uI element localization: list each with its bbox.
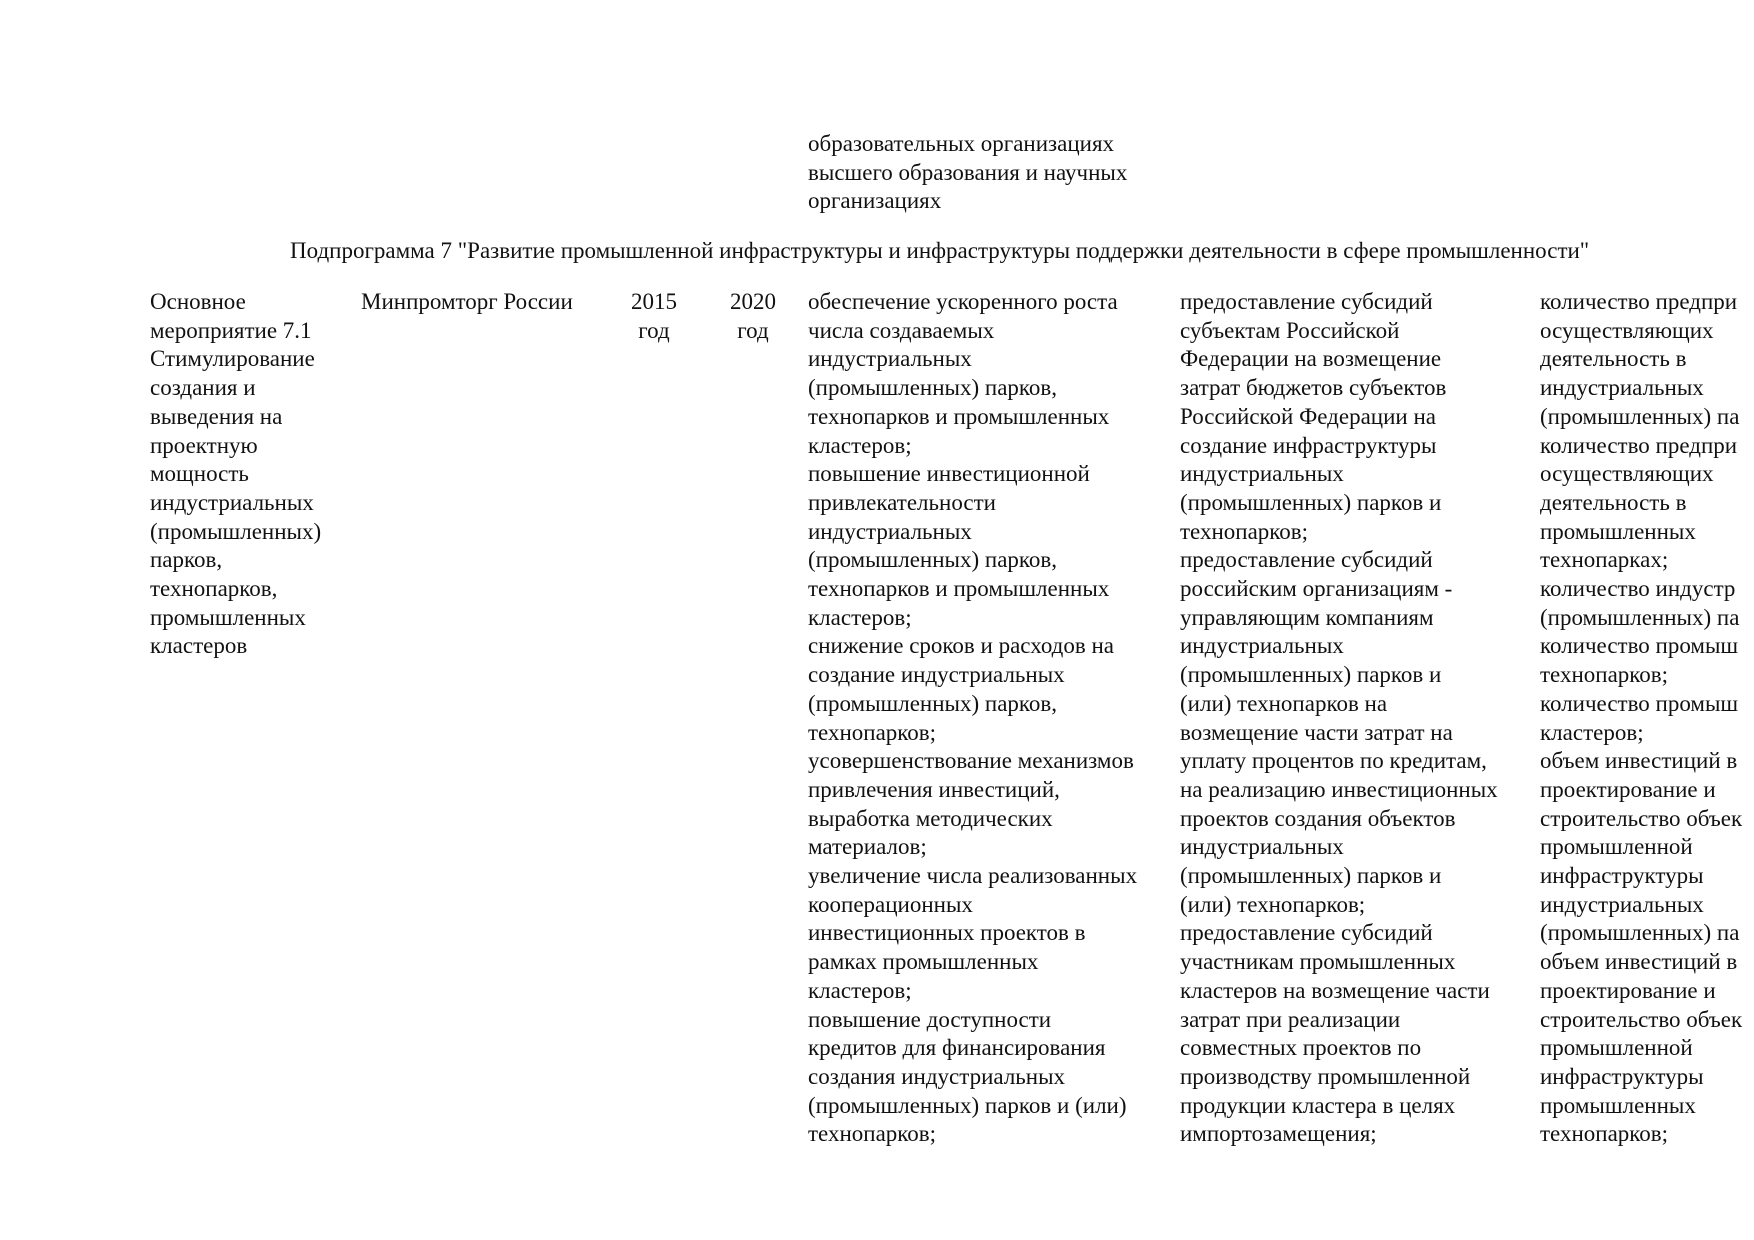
text-line: Федерации на возмещение [1180,346,1442,372]
end-date-cell [713,288,793,345]
text-line: повышение доступности [808,1006,1052,1032]
start-date-cell [614,288,694,345]
text-line: образовательных организациях [808,131,1115,156]
text-line: выработка методических [808,805,1053,831]
text-line: привлечения инвестиций, [808,776,1060,802]
text-line: Стимулирование [150,346,315,372]
text-line: деятельность в [1540,346,1687,372]
text-line: осуществляющих [1540,317,1714,343]
text-line: кластеров; [808,432,912,458]
text-line: строительство объек [1540,805,1743,831]
text-line: управляющим компаниям [1180,604,1434,630]
text-line: (промышленных) па [1540,920,1740,946]
subprogram-heading: Подпрограмма 7 "Развитие промышленной инфраструктуры и инфраструктуры поддержки деятельности в сфере промышленности" [290,238,1590,263]
text-line: проектов создания объектов [1180,805,1456,831]
text-line: количество индустр [1540,576,1736,602]
text-line: индустриальных [1180,461,1344,487]
text-line: проектирование и [1540,776,1716,802]
text-line: осуществляющих [1540,461,1714,487]
text-line: (или) технопарков на [1180,690,1388,716]
text-line: (промышленных) па [1540,403,1740,429]
text-line: количество промыш [1540,690,1739,716]
text-line: 2020 [730,289,776,314]
text-line: Российской Федерации на [1180,403,1436,429]
text-line: усовершенствование механизмов [808,748,1134,774]
text-line: мероприятие 7.1 [150,317,312,343]
text-line: (промышленных) парков, [808,690,1058,716]
text-line: объем инвестиций в [1540,748,1738,774]
text-line: создание инфраструктуры [1180,432,1437,458]
text-line: предоставление субсидий [1180,547,1433,573]
text-line: импортозамещения; [1180,1121,1377,1147]
text-line: кластеров на возмещение части [1180,977,1490,1003]
text-line: год [638,317,670,343]
text-line: инфраструктуры [1540,1063,1704,1089]
text-line: промышленных [150,604,306,630]
text-line: мощность [150,461,249,487]
text-line: (промышленных) парков и [1180,489,1442,515]
text-line: высшего образования и научных [808,159,1128,185]
text-line: рамках промышленных [808,949,1039,975]
text-line: технопарков; [1540,662,1669,688]
text-line: технопарков; [1540,1121,1669,1147]
text-line: промышленных [1540,518,1696,544]
continuation-text [808,130,1127,216]
text-line: российским организациям - [1180,576,1453,602]
text-line: кластеров; [808,604,912,630]
expected-results-cell [808,288,1137,1149]
measure-cell [150,288,321,661]
indicators-cell [1540,288,1754,1149]
text-line: (промышленных) парков и (или) [808,1092,1127,1118]
text-line: год [737,317,769,343]
text-line: субъектам Российской [1180,317,1400,343]
executor-text: Минпромторг России [361,289,573,314]
text-line: участникам промышленных [1180,949,1456,975]
text-line: продукции кластера в целях [1180,1092,1456,1118]
text-line: количество предпри [1540,432,1738,458]
text-line: обеспечение ускоренного роста [808,289,1118,314]
text-line: количество промыш [1540,633,1739,659]
text-line: кредитов для финансирования [808,1035,1106,1061]
text-line: увеличение числа реализованных [808,863,1138,889]
text-line: проектную [150,432,258,458]
text-line: индустриальных [1540,375,1704,401]
text-line: снижение сроков и расходов на [808,633,1114,659]
text-line: технопарков и промышленных [808,403,1110,429]
text-line: кластеров; [1540,719,1644,745]
text-line: объем инвестиций в [1540,949,1738,975]
text-line: деятельность в [1540,489,1687,515]
text-line: предоставление субсидий [1180,289,1433,314]
text-line: (промышленных) парков, [808,547,1058,573]
text-line: кооперационных [808,891,973,917]
text-line: привлекательности [808,489,996,515]
text-line: индустриальных [150,489,314,515]
text-line: (промышленных) парков и [1180,863,1442,889]
text-line: технопарков; [1180,518,1309,544]
text-line: создания и [150,375,256,401]
text-line: повышение инвестиционной [808,461,1090,487]
text-line: инфраструктуры [1540,863,1704,889]
text-line: технопарков; [808,1121,937,1147]
text-line: (промышленных) парков, [808,375,1058,401]
text-line: создание индустриальных [808,662,1065,688]
text-line: индустриальных [808,346,972,372]
text-line: индустриальных [1180,834,1344,860]
text-line: затрат при реализации [1180,1006,1401,1032]
text-line: уплату процентов по кредитам, [1180,748,1487,774]
text-line: производству промышленной [1180,1063,1471,1089]
text-line: 2015 [631,289,677,314]
text-line: индустриальных [1180,633,1344,659]
text-line: промышленной [1540,1035,1693,1061]
text-line: индустриальных [808,518,972,544]
executor-cell [361,288,573,317]
text-line: технопарков и промышленных [808,576,1110,602]
text-line: инвестиционных проектов в [808,920,1086,946]
text-line: создания индустриальных [808,1063,1066,1089]
text-line: совместных проектов по [1180,1035,1422,1061]
text-line: промышленной [1540,834,1693,860]
text-line: кластеров; [808,977,912,1003]
text-line: (или) технопарков; [1180,891,1366,917]
text-line: возмещение части затрат на [1180,719,1453,745]
text-line: парков, [150,547,223,573]
text-line: индустриальных [1540,891,1704,917]
text-line: (промышленных) [150,518,322,544]
text-line: затрат бюджетов субъектов [1180,375,1447,401]
text-line: промышленных [1540,1092,1696,1118]
text-line: организациях [808,188,942,214]
text-line: технопарках; [1540,547,1669,573]
text-line: предоставление субсидий [1180,920,1433,946]
text-line: (промышленных) парков и [1180,662,1442,688]
text-line: проектирование и [1540,977,1716,1003]
text-line: технопарков; [808,719,937,745]
text-line: кластеров [150,633,248,659]
text-line: на реализацию инвестиционных [1180,776,1498,802]
text-line: материалов; [808,834,927,860]
text-line: числа создаваемых [808,317,995,343]
activities-cell [1180,288,1498,1149]
text-line: количество предпри [1540,289,1738,314]
text-line: (промышленных) па [1540,604,1740,630]
text-line: строительство объек [1540,1006,1743,1032]
text-line: выведения на [150,403,283,429]
text-line: технопарков, [150,576,278,602]
text-line: Основное [150,289,246,314]
